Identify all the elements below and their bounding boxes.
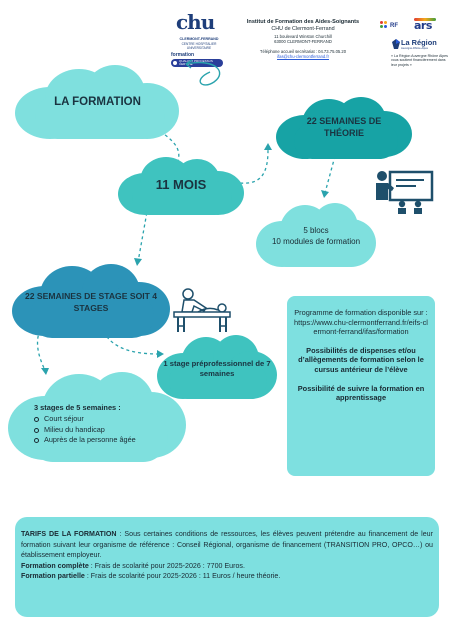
region-subtitle: Auvergne-Rhône-Alpes [401,47,428,50]
cloud-blocs-line-1: 5 blocs [303,226,329,235]
address-line-1: 11 boulevard Winston Churchill [274,34,332,39]
tarif-panel [15,517,439,617]
cloud-stages-label: 22 SEMAINES DE STAGE SOIT 4 STAGES [24,291,158,313]
region-note: « La Région Auvergne Rhône Alpes vous soutient financièrement dans leur projets » [391,54,448,67]
chu-logo-subtitle: CLERMONT-FERRAND [179,37,219,41]
tarif-complete-label: Formation complète [21,561,89,570]
phone-line: Téléphone accueil secrétariat : 04.73.75.05.20 [259,49,347,54]
formation-tag: formation [171,52,195,58]
cloud-theory-label: 22 SEMAINES DE THÉORIE [306,116,382,138]
program-intro: Programme de formation disponible sur : [294,308,428,317]
cloud-preprof-label: 1 stage préprofessionnel de 7 semaines [163,359,271,378]
three-stages-block [34,403,184,446]
tarif-partial-label: Formation partielle [21,572,85,581]
address-line-2: 63000 CLERMONT-FERRAND [274,39,332,44]
email-link[interactable]: ifas@chu-clermontferrand.fr [277,54,329,59]
cloud-blocs-line-2: 10 modules de formation [271,237,361,246]
ars-wordmark: ars [414,19,432,32]
institute-name: Institut de Formation des Aides-Soignants [246,19,360,25]
region-title: La Région [401,38,437,47]
dispenses-note: Possibilités de dispenses et/ou d’allègements de formation selon le cursus antérieur de l’élève [298,345,424,374]
ars-rf-mark: RF [390,23,398,29]
list-item: Auprès de la personne âgée [34,435,184,446]
tarif-complete-line [21,561,433,572]
tarif-partial-line [21,571,433,582]
list-item: Court séjour [34,414,184,425]
connector-theory-to-blocs [325,156,335,193]
tarif-title: TARIFS DE LA FORMATION [21,530,117,538]
tarif-intro: : Sous certaines conditions de ressources, les élèves peuvent prétendre au financement de leur formation suivant leur organisme de référence : Conseil Régional, organisme de financement (TRANSITION PRO, OPCO…) ou établissement employeur. [21,530,433,560]
program-info-panel [287,296,435,476]
tarif-paragraph [21,529,433,561]
cloud-months-label: 11 MOIS [155,177,207,192]
three-stages-title: 3 stages de 5 semaines : [34,403,121,412]
tarif-complete-text: : Frais de scolarité pour 2025-2026 : 7700 Euros. [88,561,245,570]
tarif-partial-text: : Frais de scolarité pour 2025-2026 : 11 Euros / heure théorie. [84,572,281,581]
program-url[interactable]: https://www.chu-clermontferrand.fr/eifs-clermont-ferrand/ifas/formation [294,317,428,337]
apprentissage-note: Possibilité de suivre la formation en apprentissage [297,383,425,403]
cloud-formation-label: LA FORMATION [54,96,141,108]
three-stages-list [34,414,184,446]
qualiopi-label: QUALIOPI PROCESSUS CERTIFIÉ [179,59,213,67]
cloud-blocs [256,203,376,267]
massage-table-icon [168,288,234,334]
list-item: Milieu du handicap [34,425,184,436]
chu-logo-mark: chu [176,10,215,34]
connector-months-to-theory [240,150,268,183]
swirl-arrow [186,63,220,85]
chu-logo-subtitle-2: CENTRE HOSPITALIER UNIVERSITAIRE [181,42,217,50]
teacher-board-icon [372,168,434,214]
institute-place: CHU de Clermont-Ferrand [271,26,335,32]
